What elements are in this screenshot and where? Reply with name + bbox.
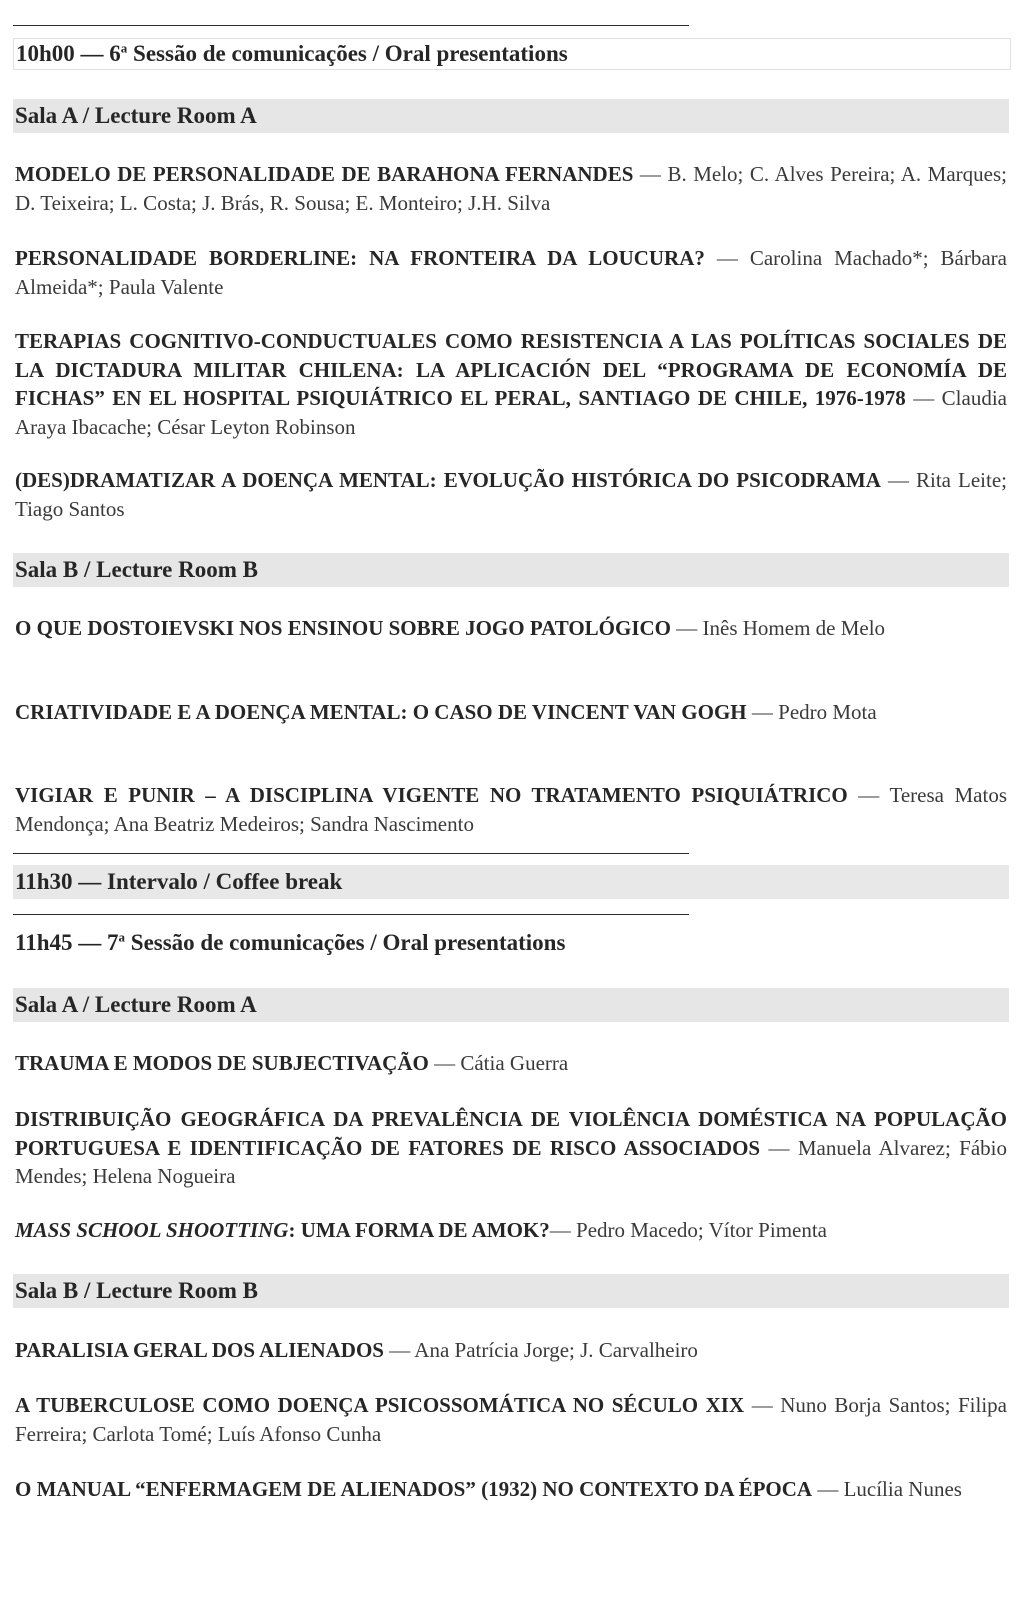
- room-a-heading: Sala A / Lecture Room A: [13, 99, 1009, 133]
- talk-entry: [13, 327, 1009, 441]
- divider: [13, 853, 689, 854]
- talk-title: VIGIAR E PUNIR – A DISCIPLINA VIGENTE NO TRATAMENTO PSIQUIÁTRICO: [15, 783, 848, 807]
- talk-entry: [13, 1105, 1009, 1191]
- talk-authors: — Lucília Nunes: [812, 1477, 962, 1501]
- talk-title: A TUBERCULOSE COMO DOENÇA PSICOSSOMÁTICA NO SÉCULO XIX: [15, 1393, 745, 1417]
- divider: [13, 25, 689, 26]
- talk-title: MODELO DE PERSONALIDADE DE BARAHONA FERNANDES: [15, 162, 634, 186]
- talk-entry: [13, 1216, 1009, 1245]
- talk-title: O QUE DOSTOIEVSKI NOS ENSINOU SOBRE JOGO PATOLÓGICO: [15, 616, 672, 640]
- talk-authors: — Nuno Borja Santos; Filipa Ferreira; Carlota Tomé; Luís Afonso Cunha: [15, 1393, 1007, 1446]
- session-7-ordinal: a: [118, 929, 126, 945]
- talk-authors: — Rita Leite; Tiago Santos: [15, 468, 1007, 521]
- talk-authors: — Pedro Mota: [746, 700, 877, 724]
- divider: [13, 914, 689, 915]
- talk-entry: [13, 1049, 1009, 1078]
- room-b-heading: Sala B / Lecture Room B: [13, 553, 1009, 587]
- session-7-heading: [13, 928, 1009, 958]
- talk-authors: — Cátia Guerra: [428, 1051, 569, 1075]
- talk-authors: — B. Melo; C. Alves Pereira; A. Marques; D. Teixeira; L. Costa; J. Brás, R. Sousa; E. Monteiro; J.H. Silva: [15, 162, 1007, 215]
- session-6-heading: [13, 38, 1011, 70]
- talk-entry: [13, 1475, 1009, 1504]
- talk-title: O MANUAL “ENFERMAGEM DE ALIENADOS” (1932) NO CONTEXTO DA ÉPOCA: [15, 1477, 813, 1501]
- coffee-break-heading: 11h30 — Intervalo / Coffee break: [13, 865, 1009, 899]
- talk-authors: — Ana Patrícia Jorge; J. Carvalheiro: [383, 1338, 698, 1362]
- talk-authors: — Pedro Macedo; Vítor Pimenta: [549, 1218, 828, 1242]
- talk-entry: [13, 1391, 1009, 1448]
- talk-authors: — Manuela Alvarez; Fábio Mendes; Helena Nogueira: [15, 1135, 1007, 1188]
- talk-entry: [13, 466, 1009, 523]
- talk-title: PERSONALIDADE BORDERLINE: NA FRONTEIRA DA LOUCURA?: [15, 246, 705, 270]
- talk-title: PARALISIA GERAL DOS ALIENADOS: [15, 1338, 384, 1362]
- talk-authors: — Inês Homem de Melo: [671, 616, 886, 640]
- session-6-ordinal: a: [120, 40, 128, 56]
- talk-entry: [13, 614, 1009, 643]
- talk-title: DISTRIBUIÇÃO GEOGRÁFICA DA PREVALÊNCIA DE VIOLÊNCIA DOMÉSTICA NA POPULAÇÃO PORTUGUESA E IDENTIFICAÇÃO DE FATORES DE RISCO ASSOCIADOS: [15, 1107, 1007, 1160]
- talk-entry: [13, 1336, 1009, 1365]
- room-b-heading: Sala B / Lecture Room B: [13, 1274, 1009, 1308]
- talk-title: : UMA FORMA DE AMOK?: [288, 1218, 550, 1242]
- session-7-time: 11h45 — 7: [15, 930, 119, 955]
- talk-title: TERAPIAS COGNITIVO-CONDUCTUALES COMO RESISTENCIA A LAS POLÍTICAS SOCIALES DE LA DICTADURA MILITAR CHILENA: LA APLICACIÓN DEL “PROGRAMA DE ECONOMÍA DE FICHAS” EN EL HOSPITAL PSIQUIÁTRICO EL PERAL, SANTIAGO DE CHILE, 1976-1978: [15, 329, 1007, 410]
- talk-entry: [13, 160, 1009, 217]
- talk-entry: [13, 244, 1009, 301]
- talk-title: (DES)DRAMATIZAR A DOENÇA MENTAL: EVOLUÇÃO HISTÓRICA DO PSICODRAMA: [15, 468, 881, 492]
- session-6-label: Sessão de comunicações / Oral presentations: [127, 41, 568, 66]
- room-a-heading: Sala A / Lecture Room A: [13, 988, 1009, 1022]
- talk-authors: — Carolina Machado*; Bárbara Almeida*; Paula Valente: [15, 246, 1007, 299]
- session-7-label: Sessão de comunicações / Oral presentations: [125, 930, 566, 955]
- talk-entry: [13, 781, 1009, 838]
- talk-entry: [13, 698, 1009, 727]
- talk-title: TRAUMA E MODOS DE SUBJECTIVAÇÃO: [15, 1051, 429, 1075]
- talk-title-italic: MASS SCHOOL SHOOTTING: [15, 1218, 289, 1242]
- talk-authors: — Claudia Araya Ibacache; César Leyton Robinson: [15, 386, 1007, 439]
- session-6-time: 10h00 — 6: [16, 41, 121, 66]
- talk-title: CRIATIVIDADE E A DOENÇA MENTAL: O CASO DE VINCENT VAN GOGH: [15, 700, 747, 724]
- talk-authors: — Teresa Matos Mendonça; Ana Beatriz Medeiros; Sandra Nascimento: [15, 783, 1007, 836]
